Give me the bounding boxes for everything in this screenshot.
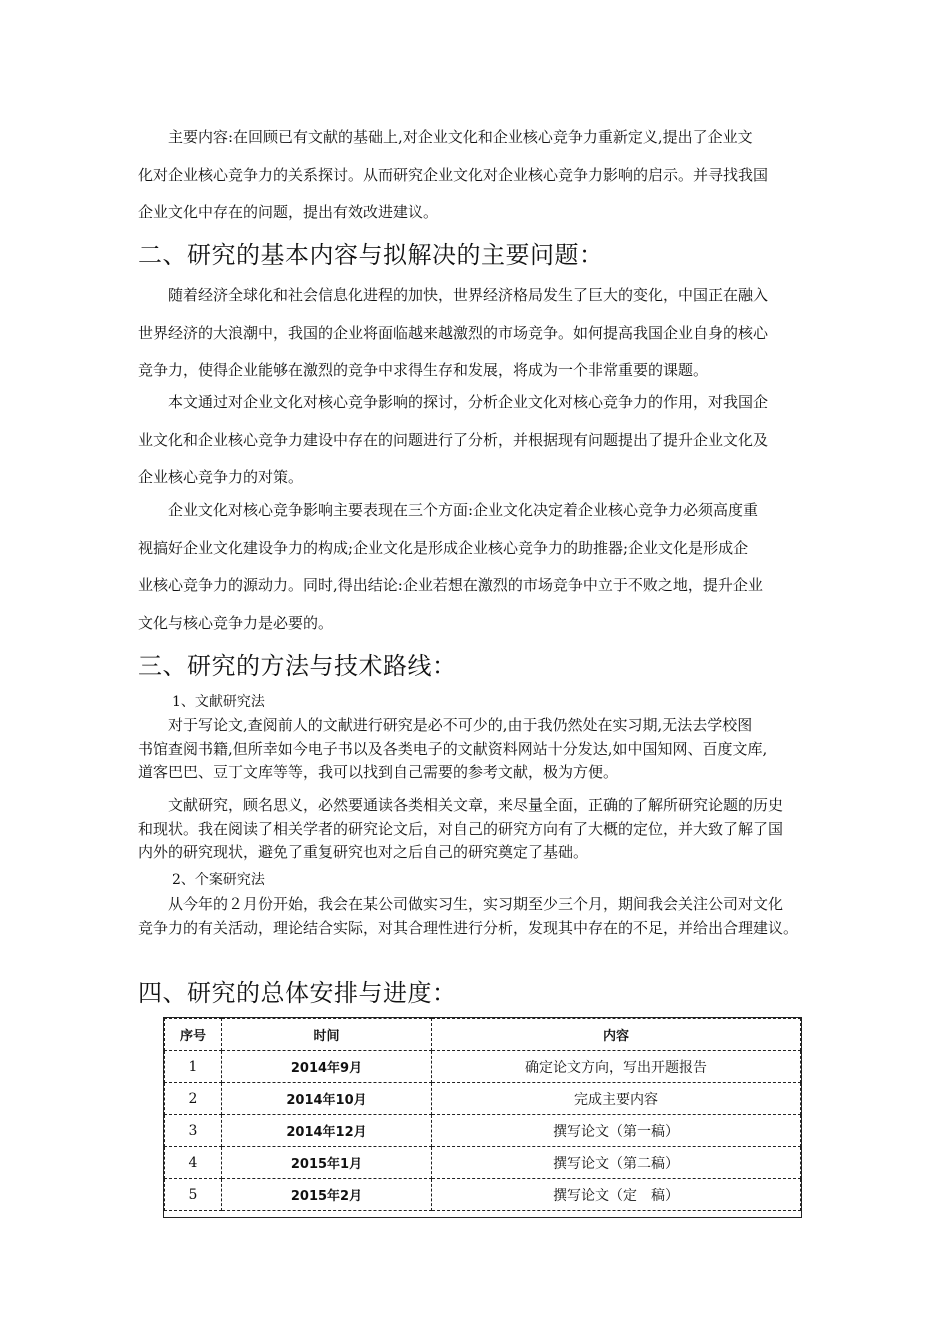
text-line: 化对企业核心竞争力的关系探讨。从而研究企业文化对企业核心竞争力影响的启示。并寻找我国: [138, 165, 769, 184]
text-line: 视搞好企业文化建设争力的构成;企业文化是形成企业核心竞争力的助推器;企业文化是形成企: [138, 538, 749, 557]
table-header-row: [165, 1019, 801, 1051]
text-line: 世界经济的大浪潮中，我国的企业将面临越来越激烈的市场竞争。如何提高我国企业自身的核心: [138, 323, 769, 342]
section2-paragraph-2: [138, 384, 838, 497]
section-heading-3: 三、研究的方法与技术路线：: [138, 652, 457, 680]
text-line: 文献研究，顾名思义，必然要通读各类相关文章，来尽量全面，正确的了解所研究论题的历史: [138, 796, 784, 814]
cell-time: 2015年2月: [222, 1179, 432, 1211]
cell-no: 4: [165, 1147, 222, 1179]
header-no: 序号: [165, 1019, 222, 1051]
cell-no: 1: [165, 1051, 222, 1083]
text-line: 企业文化对核心竞争影响主要表现在三个方面:企业文化决定着企业核心竞争力必须高度重: [138, 501, 759, 519]
table-row: [165, 1147, 801, 1179]
cell-content: 撰写论文（第一稿）: [432, 1115, 801, 1147]
method2-paragraph-1: [138, 893, 838, 940]
cell-time: 2014年10月: [222, 1083, 432, 1115]
cell-content: 撰写论文（第二稿）: [432, 1147, 801, 1179]
table-row: [165, 1083, 801, 1115]
text-line: 从今年的２月份开始，我会在某公司做实习生，实习期至少三个月，期间我会关注公司对文化: [138, 895, 784, 913]
schedule-table: [164, 1018, 801, 1211]
text-line: 道客巴巴、豆丁文库等等，我可以找到自己需要的参考文献，极为方便。: [138, 763, 619, 782]
text-line: 对于写论文,查阅前人的文献进行研究是必不可少的,由于我仍然处在实习期,无法去学校图: [138, 716, 753, 734]
text-line: 企业文化中存在的问题，提出有效改进建议。: [138, 203, 439, 221]
header-time: 时间: [222, 1019, 432, 1051]
text-line: 主要内容:在回顾已有文献的基础上,对企业文化和企业核心竞争力重新定义,提出了企业文: [138, 128, 753, 146]
method1-paragraph-1: [138, 714, 838, 785]
cell-content: 完成主要内容: [432, 1083, 801, 1115]
text-line: 书馆查阅书籍,但所幸如今电子书以及各类电子的文献资料网站十分发达,如中国知网、百度文库,: [138, 739, 768, 758]
text-line: 竞争力的有关活动，理论结合实际，对其合理性进行分析，发现其中存在的不足，并给出合理建议。: [138, 918, 799, 937]
method-title-2: 2、个案研究法: [172, 872, 265, 888]
cell-no: 5: [165, 1179, 222, 1211]
text-line: 内外的研究现状，避免了重复研究也对之后自己的研究奠定了基础。: [138, 843, 589, 862]
method-title-1: 1、文献研究法: [172, 694, 265, 710]
cell-no: 2: [165, 1083, 222, 1115]
text-line: 和现状。我在阅读了相关学者的研究论文后，对自己的研究方向有了大概的定位，并大致了解了国: [138, 819, 784, 838]
cell-time: 2014年12月: [222, 1115, 432, 1147]
text-line: 竞争力，使得企业能够在激烈的竞争中求得生存和发展，将成为一个非常重要的课题。: [138, 361, 709, 379]
cell-time: 2015年1月: [222, 1147, 432, 1179]
intro-paragraph: [138, 119, 838, 232]
text-line: 业文化和企业核心竞争力建设中存在的问题进行了分析，并根据现有问题提出了提升企业文化及: [138, 430, 769, 449]
text-line: 业核心竞争力的源动力。同时,得出结论:企业若想在激烈的市场竞争中立于不败之地，提升企业: [138, 576, 763, 594]
text-line: 企业核心竞争力的对策。: [138, 468, 304, 486]
cell-time: 2014年9月: [222, 1051, 432, 1083]
section-heading-4: 四、研究的总体安排与进度：: [138, 979, 457, 1007]
text-line: 本文通过对企业文化对核心竞争影响的探讨，分析企业文化对核心竞争力的作用，对我国企: [138, 393, 769, 411]
text-line: 文化与核心竞争力是必要的。: [138, 613, 334, 632]
cell-no: 3: [165, 1115, 222, 1147]
section2-paragraph-1: [138, 277, 838, 390]
section2-paragraph-3: [138, 492, 838, 642]
table-row: [165, 1115, 801, 1147]
method1-paragraph-2: [138, 794, 838, 865]
table-row: [165, 1051, 801, 1083]
section-heading-2: 二、研究的基本内容与拟解决的主要问题：: [138, 241, 604, 269]
text-line: 随着经济全球化和社会信息化进程的加快，世界经济格局发生了巨大的变化，中国正在融入: [138, 286, 769, 304]
table-row: [165, 1179, 801, 1211]
header-content: 内容: [432, 1019, 801, 1051]
cell-content: 确定论文方向，写出开题报告: [432, 1051, 801, 1083]
cell-content: 撰写论文（定 稿）: [432, 1179, 801, 1211]
